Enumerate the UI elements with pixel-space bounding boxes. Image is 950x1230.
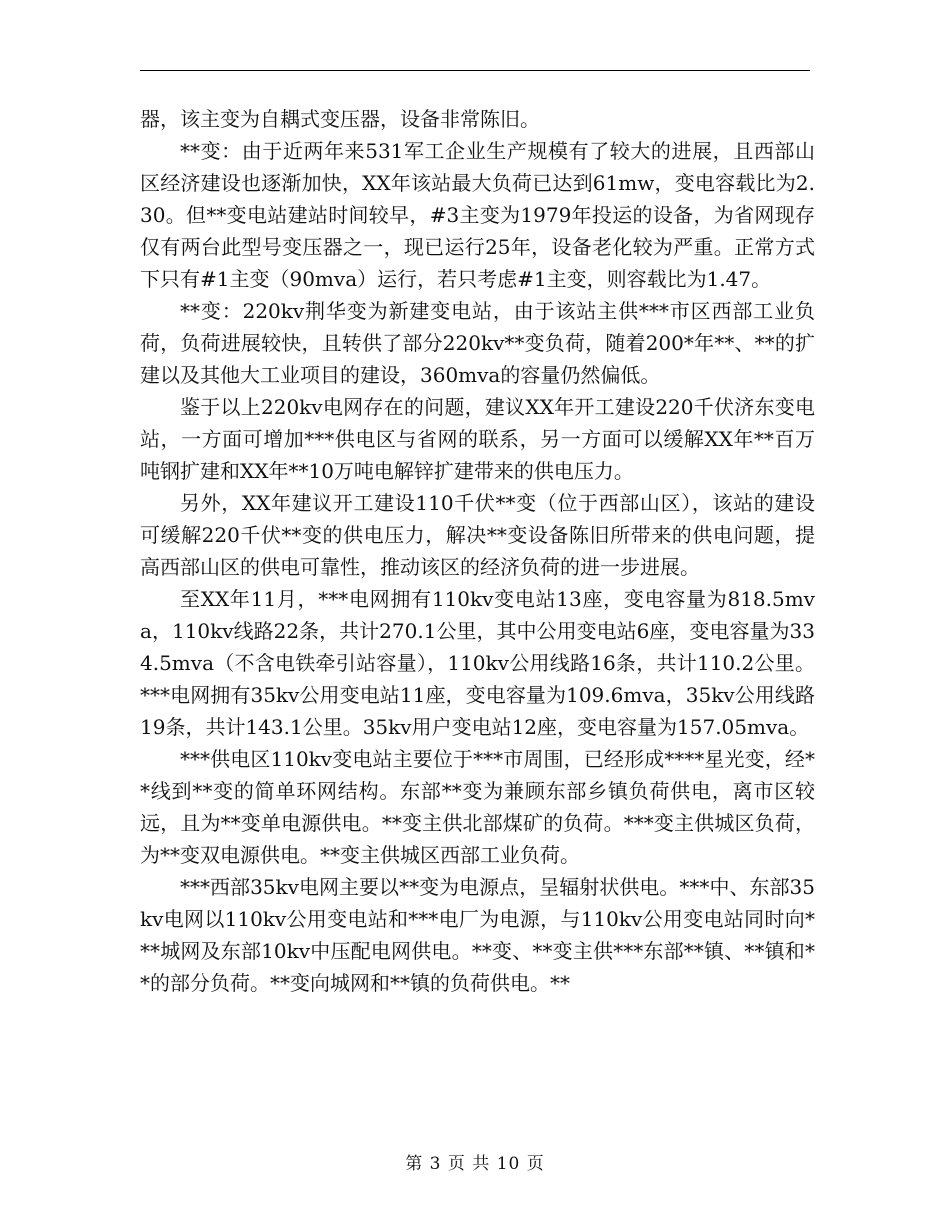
paragraph: **变：220kv荆华变为新建变电站，由于该站主供***市区西部工业负荷，负荷进展较快，且转供了部分220kv**变负荷，随着200*年**、**的扩建以及其他大工业项目的建设，360mva的容量仍然偏低。 bbox=[140, 299, 815, 387]
page-number-footer: 第 3 页 共 10 页 bbox=[405, 1154, 545, 1174]
paragraph: 鉴于以上220kv电网存在的问题，建议XX年开工建设220千伏济东变电站，一方面可增加***供电区与省网的联系，另一方面可以缓解XX年**百万吨钢扩建和XX年**10万吨电解锌扩建带来的供电压力。 bbox=[140, 395, 815, 483]
paragraph: ***西部35kv电网主要以**变为电源点，呈辐射状供电。***中、东部35kv电网以110kv公用变电站和***电厂为电源，与110kv公用变电站同时向***城网及东部10kv中压配电网供电。**变、**变主供***东部**镇、**镇和**的部分负荷。**变向城网和**镇的负荷供电。** bbox=[140, 875, 815, 995]
paragraph: 另外，XX年建议开工建设110千伏**变（位于西部山区），该站的建设可缓解220千伏**变的供电压力，解决**变设备陈旧所带来的供电问题，提高西部山区的供电可靠性，推动该区的经济负荷的进一步进展。 bbox=[140, 491, 815, 579]
paragraph: 至XX年11月，***电网拥有110kv变电站13座，变电容量为818.5mva，110kv线路22条，共计270.1公里，其中公用变电站6座，变电容量为334.5mva（不含电铁牵引站容量），110kv公用线路16条，共计110.2公里。***电网拥有35kv公用变电站11座，变电容量为109.6mva，35kv公用线路19条，共计143.1公里。35kv用户变电站12座，变电容量为157.05mva。 bbox=[140, 587, 815, 739]
header-rule bbox=[140, 70, 810, 71]
paragraph: 器，该主变为自耦式变压器，设备非常陈旧。 bbox=[140, 107, 540, 131]
document-body bbox=[140, 103, 815, 999]
paragraph: **变：由于近两年来531军工企业生产规模有了较大的进展，且西部山区经济建设也逐渐加快，XX年该站最大负荷已达到61mw，变电容载比为2.30。但**变电站建站时间较早，#3主变为1979年投运的设备，为省网现存仅有两台此型号变压器之一，现已运行25年，设备老化较为严重。正常方式下只有#1主变（90mva）运行，若只考虑#1主变，则容载比为1.47。 bbox=[140, 139, 815, 291]
paragraph: ***供电区110kv变电站主要位于***市周围，已经形成****星光变，经**线到**变的简单环网结构。东部**变为兼顾东部乡镇负荷供电，离市区较远，且为**变单电源供电。**变主供北部煤矿的负荷。***变主供城区负荷，为**变双电源供电。**变主供城区西部工业负荷。 bbox=[140, 747, 815, 867]
